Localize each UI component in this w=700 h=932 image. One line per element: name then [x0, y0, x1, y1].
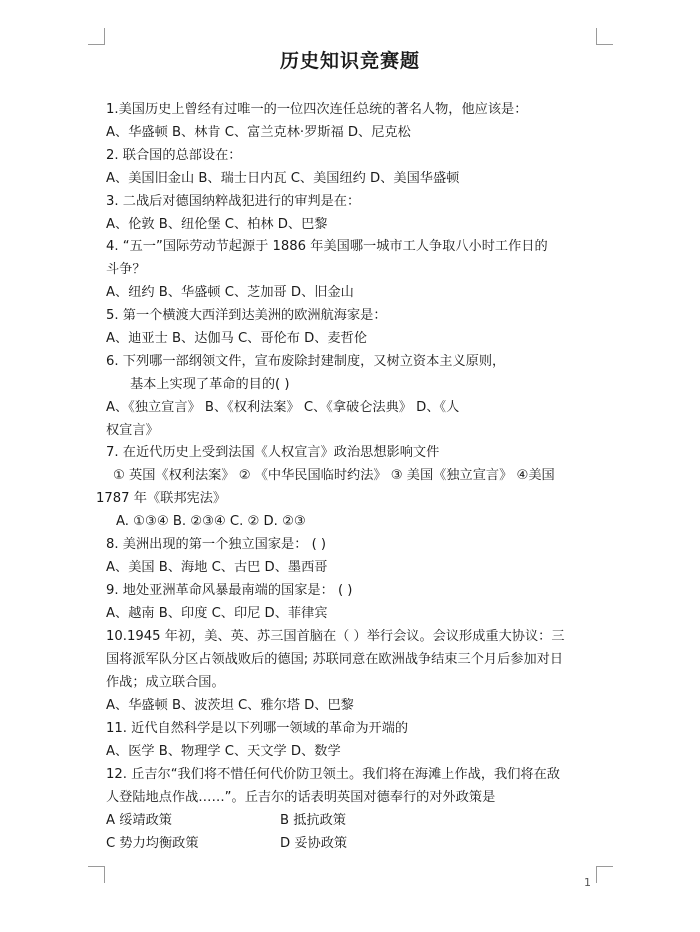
answer-options-1: A、华盛顿 B、林肯 C、富兰克林·罗斯福 D、尼克松 [106, 125, 411, 140]
question-6-continued: 基本上实现了革命的目的( ) [130, 377, 290, 392]
crop-mark-top-left [88, 28, 105, 45]
question-10-continued-2: 作战；成立联合国。 [106, 675, 225, 690]
answer-options-11: A、医学 B、物理学 C、天文学 D、数学 [106, 744, 341, 759]
answer-options-6: A、《独立宣言》 B、《权利法案》 C、《拿破仑法典》 D、《人 [106, 400, 460, 415]
question-4: 4. “五一”国际劳动节起源于 1886 年美国哪一城市工人争取八小时工作日的 [106, 239, 548, 254]
answer-options-9: A、越南 B、印度 C、印尼 D、菲律宾 [106, 606, 328, 621]
crop-mark-bottom-right [596, 866, 613, 883]
question-3: 3. 二战后对德国纳粹战犯进行的审判是在： [106, 194, 361, 209]
question-10: 10.1945 年初，美、英、苏三国首脑在（ ）举行会议。会议形成重大协议：三 [106, 629, 565, 644]
question-1: 1.美国历史上曾经有过唯一的一位四次连任总统的著名人物，他应该是： [106, 102, 528, 117]
question-9: 9. 地处亚洲革命风暴最南端的国家是： ( ) [106, 583, 353, 598]
question-12-continued: 人登陆地点作战……”。丘吉尔的话表明英国对德奉行的对外政策是 [106, 790, 496, 805]
question-5: 5. 第一个横渡大西洋到达美洲的欧洲航海家是： [106, 308, 387, 323]
crop-mark-bottom-left [88, 866, 105, 883]
question-11: 11. 近代自然科学是以下列哪一领域的革命为开端的 [106, 721, 409, 736]
answer-options-8: A、美国 B、海地 C、古巴 D、墨西哥 [106, 560, 328, 575]
question-8: 8. 美洲出现的第一个独立国家是： ( ) [106, 537, 327, 552]
question-10-continued: 国将派军队分区占领战败后的德国; 苏联同意在欧洲战争结束三个月后参加对日 [106, 652, 564, 667]
answer-options-4: A、纽约 B、华盛顿 C、芝加哥 D、旧金山 [106, 285, 354, 300]
answer-options-2: A、美国旧金山 B、瑞士日内瓦 C、美国纽约 D、美国华盛顿 [106, 171, 460, 186]
answer-options-3: A、伦敦 B、纽伦堡 C、柏林 D、巴黎 [106, 217, 328, 232]
option-12-c: C 势力均衡政策 [106, 836, 199, 851]
question-7: 7. 在近代历史上受到法国《人权宣言》政治思想影响文件 [106, 445, 440, 460]
page-number: 1 [584, 876, 591, 889]
question-6: 6. 下列哪一部纲领文件，宣布废除封建制度，又树立资本主义原则， [106, 354, 506, 369]
question-12: 12. 丘吉尔“我们将不惜任何代价防卫领土。我们将在海滩上作战，我们将在敌 [106, 767, 560, 782]
answer-options-7: A. ①③④ B. ②③④ C. ② D. ②③ [116, 514, 306, 529]
question-4-continued: 斗争？ [106, 262, 146, 277]
question-2: 2. 联合国的总部设在： [106, 148, 242, 163]
answer-options-5: A、迪亚士 B、达伽马 C、哥伦布 D、麦哲伦 [106, 331, 368, 346]
option-12-d: D 妥协政策 [280, 836, 348, 851]
question-7-items-continued: 1787 年《联邦宪法》 [96, 491, 227, 506]
option-12-a: A 绥靖政策 [106, 813, 172, 828]
page-title: 历史知识竞赛题 [279, 50, 420, 72]
option-12-b: B 抵抗政策 [280, 813, 346, 828]
answer-options-10: A、华盛顿 B、波茨坦 C、雅尔塔 D、巴黎 [106, 698, 354, 713]
crop-mark-top-right [596, 28, 613, 45]
answer-options-6-continued: 权宣言》 [106, 423, 159, 438]
question-7-items: ① 英国《权利法案》 ② 《中华民国临时约法》 ③ 美国《独立宣言》 ④美国 [113, 468, 555, 483]
